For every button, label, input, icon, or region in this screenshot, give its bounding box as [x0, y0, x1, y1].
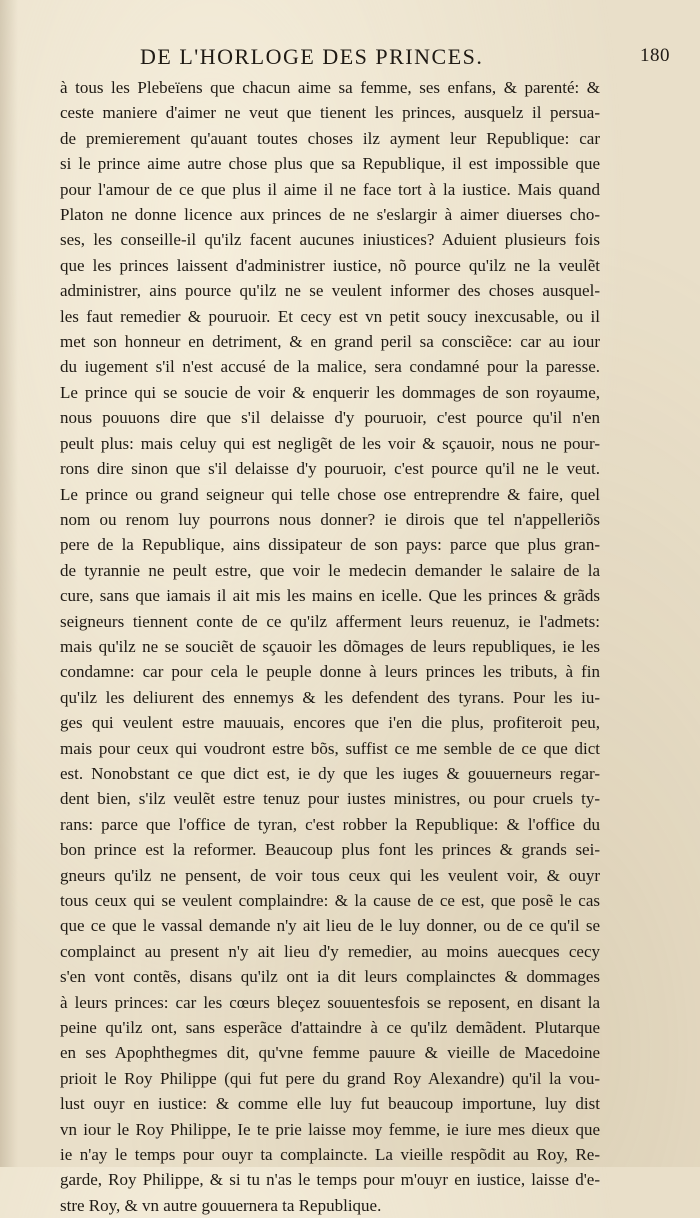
text-line: garde, Roy Philippe, & si tu n'as le temps pour m'ouyr en iustice, laisse d'e- [60, 1170, 600, 1190]
text-line: rons dire sinon que s'il delaisse d'y pouruoir, c'est pource qu'il ne le veut. [60, 459, 600, 479]
text-line: cure, sans que iamais il ait mis les mains en icelle. Que les princes & grãds [60, 586, 600, 606]
running-title: DE L'HORLOGE DES PRINCES. [140, 44, 484, 69]
text-line: que ce que le vassal demande n'y ait lieu de le luy donner, ou de ce qu'il se [60, 916, 600, 936]
text-line: rans: parce que l'office de tyran, c'est robber la Republique: & l'office du [60, 814, 600, 834]
text-line: complainct au present n'y ait lieu d'y remedier, au moins auecques cecy [60, 941, 600, 961]
text-line: pere de la Republique, ains dissipateur de son pays: parce que plus gran- [60, 535, 600, 555]
page-number: 180 [640, 45, 670, 66]
text-line: seigneurs tiennent conte de ce qu'ilz afferment leurs reuenuz, ie l'admets: [60, 611, 600, 631]
text-line: pour l'amour de ce que plus il aime il ne face tort à la iustice. Mais quand [60, 179, 600, 199]
text-line: mais qu'ilz ne se souciẽt de sçauoir les dõmages de leurs republiques, ie les [60, 636, 600, 656]
text-line: nom ou renom luy pourrons nous donner? ie dirois que tel n'appelleriõs [60, 509, 600, 529]
text-line: met son honneur en detriment, & en grand peril sa consciẽce: car au iour [60, 332, 600, 352]
text-line: de tyrannie ne peult estre, que voir le medecin demander le salaire de la [60, 560, 600, 580]
text-line: tous ceux qui se veulent complaindre: & la cause de ce est, que posẽ le cas [60, 891, 600, 910]
text-line: prioit le Roy Philippe (qui fut pere du grand Roy Alexandre) qu'il la vou- [60, 1068, 600, 1088]
text-line: que les princes laissent d'administrer iustice, nõ pource qu'ilz ne la veulẽt [60, 255, 600, 275]
text-line: à tous les Plebeïens que chacun aime sa femme, ses enfans, & parenté: & [60, 78, 600, 97]
text-line: lust ouyr en iustice: & comme elle luy fut beaucoup importune, luy dist [60, 1094, 600, 1114]
text-line: gneurs qu'ilz ne pensent, de voir tous ceux qui les veulent voir, & ouyr [60, 865, 600, 885]
text-line: de premierement qu'auant toutes choses ilz ayment leur Republique: car [60, 128, 600, 148]
text-line: qu'ilz les deliurent des ennemys & les defendent des tyrans. Pour les iu- [60, 687, 600, 707]
text-line: condamne: car pour cela le peuple donne à leurs princes les tributs, à fin [60, 662, 600, 682]
text-line: ses, les conseille-il qu'ilz facent aucunes iniustices? Aduient plusieurs fois [60, 230, 600, 250]
text-line: dent bien, s'ilz veulẽt estre tenuz pour iustes ministres, ou pour cruels ty- [60, 789, 600, 809]
text-line: s'en vont contẽs, disans qu'ilz ont ia dit leurs complainctes & dommages [60, 967, 600, 987]
text-line: bon prince est la reformer. Beaucoup plus font les princes & grands sei- [60, 840, 600, 860]
body-text [60, 75, 600, 1218]
page-header [40, 44, 680, 74]
text-line: ie n'ay le temps pour ouyr ta complaincte. La vieille respõdit au Roy, Re- [60, 1145, 600, 1165]
text-line: les faut remedier & pouruoir. Et cecy est vn petit soucy inexcusable, ou il [60, 306, 600, 326]
text-line: en ses Apophthegmes dit, qu'vne femme pauure & vieille de Macedoine [60, 1043, 600, 1063]
text-line: mais pour ceux qui voudront estre bõs, suffist ce me semble de ce que dict [60, 738, 600, 758]
text-line: ges qui veulent estre mauuais, encores que i'en die plus, profiteroit peu, [60, 713, 600, 733]
text-line: à leurs princes: car les cœurs bleçez souuentesfois se reposent, en disant la [60, 992, 600, 1012]
text-line: est. Nonobstant ce que dict est, ie dy que les iuges & gouuerneurs regar- [60, 763, 600, 783]
text-line: nous pouuons dire que s'il delaisse d'y pouruoir, c'est pource qu'il n'en [60, 408, 600, 428]
text-line: peult plus: mais celuy qui est negligẽt de les voir & sçauoir, nous ne pour- [60, 433, 600, 453]
text-line: vn iour le Roy Philippe, Ie te prie laisse moy femme, ie iure mes dieux que [60, 1119, 600, 1139]
text-line: du iugement s'il n'est accusé de la malice, sera condamné pour la paresse. [60, 357, 600, 377]
text-line: administrer, ains pource qu'ilz ne se veulent informer des choses ausquel- [60, 281, 600, 301]
text-line: Le prince qui se soucie de voir & enquerir les dommages de son royaume, [60, 382, 600, 402]
text-line: Platon ne donne licence aux princes de ne s'eslargir à aimer diuerses cho- [60, 205, 600, 225]
text-line: stre Roy, & vn autre gouuernera ta Republique. [60, 1195, 382, 1215]
gutter-shadow [0, 0, 18, 1167]
text-line: si le prince aime autre chose plus que sa Republique, il est impossible que [60, 154, 600, 174]
text-line: ceste maniere d'aimer ne veut que tienent les princes, ausquelz il persua- [60, 103, 600, 123]
text-line: Le prince ou grand seigneur qui telle chose ose entreprendre & faire, quel [60, 484, 600, 504]
text-line: peine qu'ilz ont, sans esperãce d'attaindre à ce qu'ilz demãdent. Plutarque [60, 1018, 600, 1038]
